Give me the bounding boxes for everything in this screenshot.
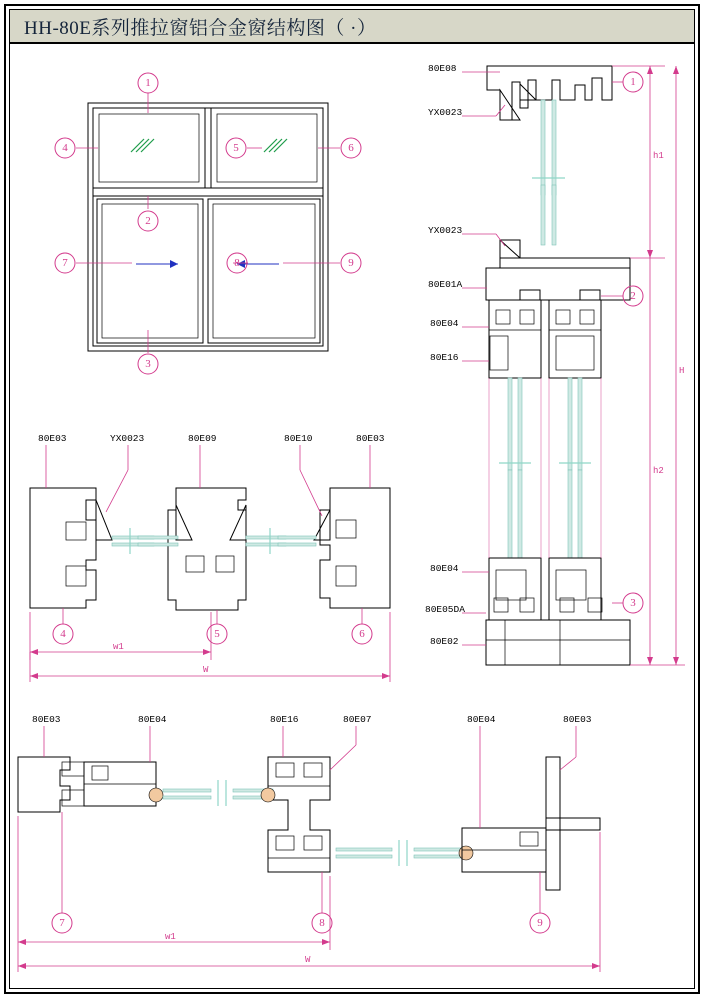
elevation-callout-9 [341, 253, 361, 273]
svg-text:1: 1 [630, 76, 636, 88]
part-label: 80E02 [430, 636, 459, 647]
dimension-label: h1 [653, 151, 664, 161]
svg-text:3: 3 [145, 358, 151, 370]
part-label: 80E04 [467, 714, 496, 725]
horizontal-section-lower [18, 714, 600, 972]
dimension-label: w1 [113, 642, 124, 652]
part-label: 80E01A [428, 279, 463, 290]
dimension-label: W [203, 665, 209, 675]
svg-text:9: 9 [537, 917, 543, 929]
svg-text:8: 8 [319, 917, 325, 929]
part-label: 80E04 [138, 714, 167, 725]
svg-text:8: 8 [234, 257, 240, 269]
part-label: 80E08 [428, 63, 457, 74]
window-elevation [55, 73, 361, 374]
part-label: 80E07 [343, 714, 372, 725]
svg-text:5: 5 [233, 142, 239, 154]
section-callout-3 [623, 593, 643, 613]
dimension-label: W [305, 955, 311, 965]
svg-text:4: 4 [62, 142, 68, 154]
svg-text:2: 2 [145, 215, 151, 227]
svg-text:7: 7 [59, 917, 65, 929]
hsection-upper-callout-6 [352, 624, 372, 644]
elevation-callout-7 [55, 253, 75, 273]
section-callout-2 [623, 286, 643, 306]
hsection-lower-callout-7 [52, 913, 72, 933]
part-label: 80E05DA [425, 604, 465, 615]
dimension-label: w1 [165, 932, 176, 942]
dimension-label: H [679, 366, 685, 376]
page-title: HH-80E系列推拉窗铝合金窗结构图（ ·） [24, 17, 377, 39]
section-callout-1 [623, 72, 643, 92]
part-label: YX0023 [428, 107, 463, 118]
elevation-callout-4 [55, 138, 75, 158]
elevation-callout-1 [138, 73, 158, 93]
horizontal-section-upper [30, 433, 390, 682]
part-label: YX0023 [428, 225, 463, 236]
elevation-callout-6 [341, 138, 361, 158]
svg-text:4: 4 [60, 628, 66, 640]
svg-text:6: 6 [359, 628, 365, 640]
elevation-callout-3 [138, 354, 158, 374]
part-label: 80E16 [270, 714, 299, 725]
hsection-lower-callout-8 [312, 913, 332, 933]
svg-text:7: 7 [62, 257, 68, 269]
vertical-section [425, 63, 685, 665]
part-label: 80E03 [38, 433, 67, 444]
part-label: 80E10 [284, 433, 313, 444]
part-label: 80E03 [356, 433, 385, 444]
svg-text:1: 1 [145, 77, 151, 89]
hsection-lower-callout-9 [530, 913, 550, 933]
svg-text:5: 5 [214, 628, 220, 640]
svg-text:3: 3 [630, 597, 636, 609]
part-label: 80E16 [430, 352, 459, 363]
part-label: 80E03 [563, 714, 592, 725]
svg-text:9: 9 [348, 257, 354, 269]
dimension-label: h2 [653, 466, 664, 476]
hsection-upper-callout-4 [53, 624, 73, 644]
svg-text:2: 2 [630, 290, 636, 302]
elevation-callout-2 [138, 211, 158, 231]
elevation-callout-5 [226, 138, 246, 158]
part-label: 80E09 [188, 433, 217, 444]
svg-text:6: 6 [348, 142, 354, 154]
part-label: YX0023 [110, 433, 145, 444]
part-label: 80E04 [430, 318, 459, 329]
part-label: 80E04 [430, 563, 459, 574]
hsection-upper-callout-5 [207, 624, 227, 644]
part-label: 80E03 [32, 714, 61, 725]
